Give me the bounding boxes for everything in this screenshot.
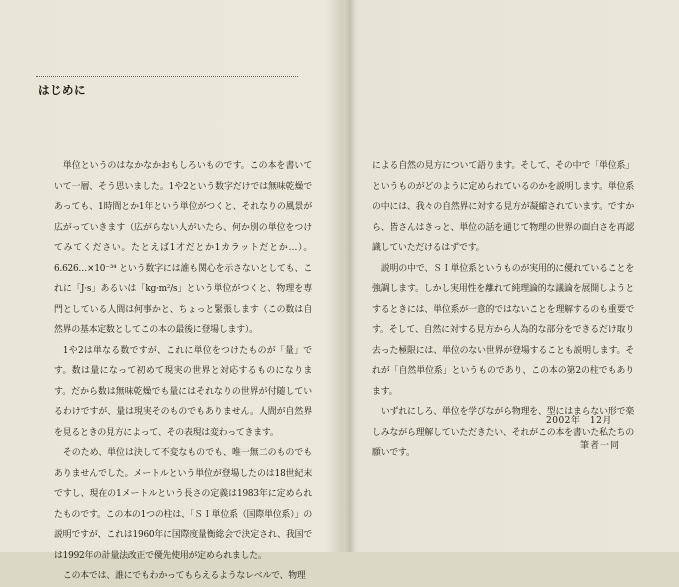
chapter-heading: はじめに [38, 83, 86, 97]
preface-author: 筆者一同 [580, 441, 621, 451]
book-gutter [345, 0, 355, 552]
paragraph: による自然の見方について語ります。そして、その中で「単位系」というものがどのように定められているのかを説明します。単位系の中には、我々の自然界に対する見方が凝縮されています。ですから、皆さんはきっと、単位の話を通じて物理の世界の面白さを再認識していただけるはずです。 [372, 161, 634, 253]
heading-dotted-rule [36, 76, 298, 77]
paragraph: 単位というのはなかなかおもしろいものです。この本を書いていて一層、そう思いました。1や2という数字だけでは無味乾燥であっても、1時間とか1年という単位がつくと、それなりの風景が広がっていきます（広がらない人がいたら、何か別の単位をつけてみてください。たとえば1才だとか1カラットだとか…）。6.626…×10⁻³⁴ という数字には誰も関心を示さないとしても、これに「J·s」あるいは「kg·m²/s」という単位がつくと、物理を専門としている人間は何事かと、ちょっと緊張します（この数は自然界の基本定数としてこの本の最後に登場します）。 [54, 161, 312, 335]
paragraph: そのため、単位は決して不変なものでも、唯一無二のものでもありませんでした。メートルという単位が登場したのは18世紀末ですし、現在の1メートルという長さの定義は1983年に定められたものです。この本の1つの柱は、「ＳＩ単位系（国際単位系）」の説明ですが、これは1960年に国際度量衡総会で決定され、我国では1992年の計量法改正で優先使用が定められました。 [54, 448, 312, 561]
paragraph: いずれにしろ、単位を学びながら物理を、型にはまらない形で楽しみながら理解していただきたい、それがこの本を書いた私たちの願いです。 [372, 407, 634, 458]
paragraph: この本では、誰にでもわかってもらえるようなレベルで、物理 [62, 571, 306, 581]
paragraph: 1や2は単なる数ですが、これに単位をつけたものが「量」です。数は量になって初めて現実の世界と対応するものになります。だから数は無味乾燥でも量にはそれなりの世界が付随しているわけですが、量は現実そのものでもありません。人間が自然界を見るときの見方によって、その表現は変わってきます。 [54, 345, 312, 438]
left-page-body [54, 156, 312, 587]
paragraph: 説明の中で、ＳＩ単位系というものが実用的に優れていることを強調します。しかし実用性を離れて純理論的な議論を展開しようとするときには、単位系が一意的ではないことを理解するのも重要です。そして、自然に対する見方から人為的な部分をできるだけ取り去った極限には、単位のない世界が登場することも説明します。それが「自然単位系」というものであり、この本の第2の柱でもあります。 [372, 263, 634, 397]
preface-date: 2002年 12月 [546, 416, 612, 426]
